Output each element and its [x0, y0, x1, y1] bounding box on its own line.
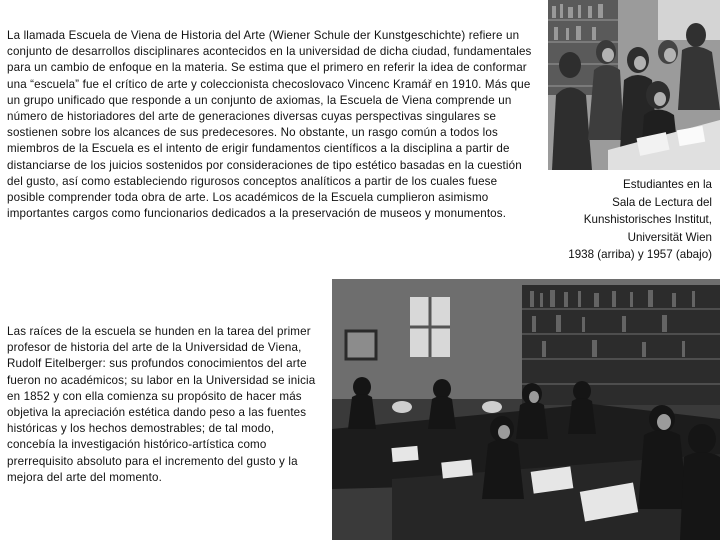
- intro-paragraph: La llamada Escuela de Viena de Historia del Arte (Wiener Schule der Kunstgeschichte) refiere un conjunto de desarrollos disciplinares acontecidos en la universidad de dicha ciudad, fundamentales para un cambio de enfoque en la materia. Se estima que el primero en referir la idea de conformar una “escuela” fue el crítico de arte y coleccionista checoslovaco Vincenc Kramář en 1910. Más que un grupo unificado que responde a un conjunto de axiomas, la Escuela de Viena comprende un número de historiadores del arte de generaciones diversas cuyas perspectivas singulares se sostienen sobre los alcances de sus predecesores. No obstante, un rasgo común a todos los miembros de la Escuela es el intento de erigir fundamentos científicos a la disciplina a partir de distanciarse de los juicios sostenidos por consideraciones de tipo estético basadas en la cuestión del gusto, así como estableciendo rigurosos conceptos analíticos a partir de los cuales fuese posible comprender toda obra de arte. Los académicos de la Escuela cumplieron asimismo importantes cargos como funcionarios dedicados a la preservación de museos y monumentos.: [7, 29, 532, 221]
- caption-line: Sala de Lectura del: [612, 195, 712, 209]
- caption-line: 1938 (arriba) y 1957 (abajo): [568, 248, 712, 261]
- photo-caption: [548, 176, 712, 264]
- caption-line: Estudiantes en la: [623, 178, 712, 191]
- roots-paragraph: Las raíces de la escuela se hunden en la tarea del primer profesor de historia del arte de la Universidad de Viena, Rudolf Eitelberger: sus profundos conocimientos del arte fueron no académicos; su labor en la Universidad se inicia en 1852 y con ella comienza su propósito de hacer más objetiva la apreciación estética dando peso a las fuentes históricas y los hechos demostrables; de tal modo, concebía la investigación histórico-artística como prerrequisito absoluto para el incremento del gusto y la mejora del arte del momento.: [7, 325, 316, 484]
- reading-room-1957-photo: [332, 279, 720, 540]
- caption-line: Kunshistorisches Institut,: [583, 213, 712, 226]
- caption-line: Universität Wien: [627, 230, 712, 244]
- reading-room-1938-photo: [548, 0, 720, 170]
